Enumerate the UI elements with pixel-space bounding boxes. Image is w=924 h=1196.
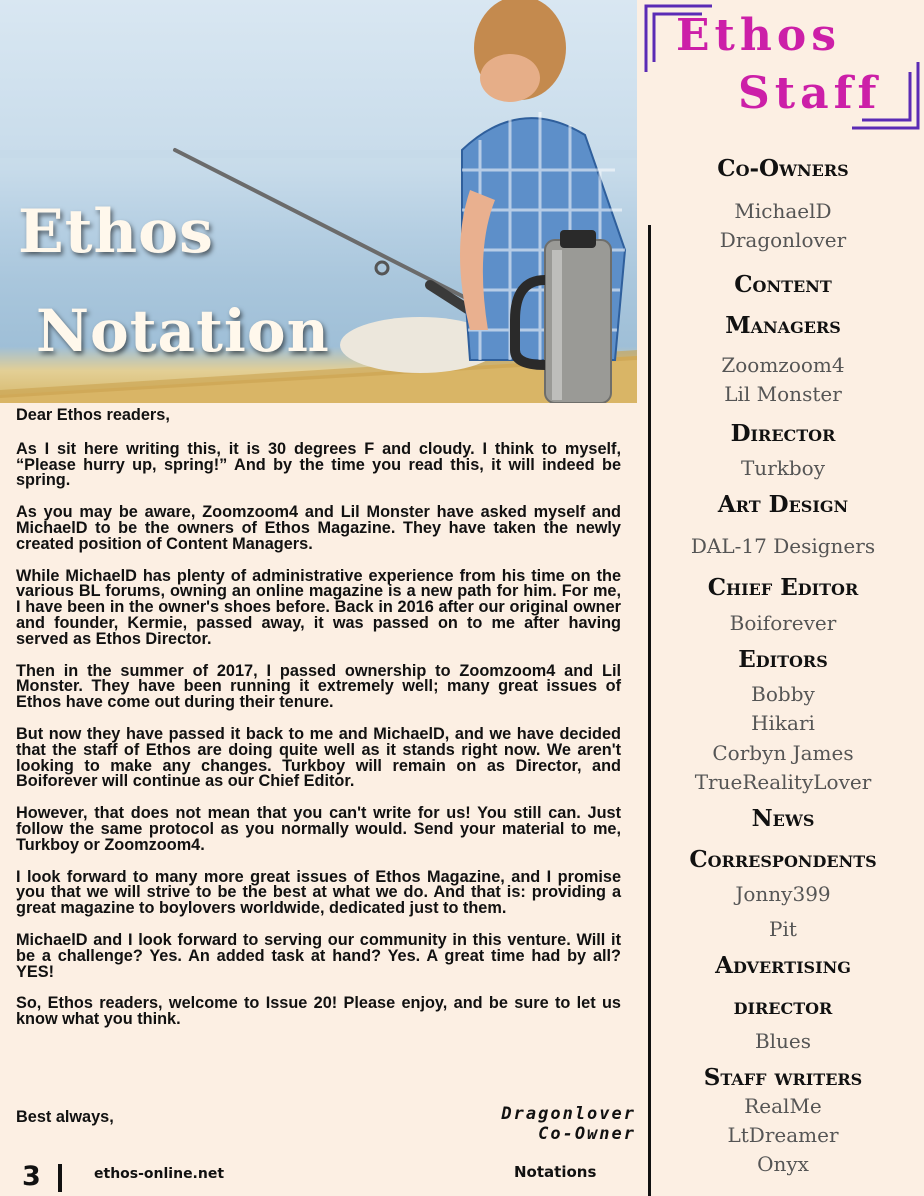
hero-title-line1: Ethos: [18, 197, 214, 267]
staff-name: Blues: [754, 1029, 812, 1053]
heading-news-1: News: [751, 805, 815, 832]
site-url[interactable]: ethos-online.net: [94, 1166, 225, 1182]
letter-paragraph: So, Ethos readers, welcome to Issue 20! Please enjoy, and be sure to let us know what you think.: [16, 994, 621, 1029]
staff-name: LtDreamer: [727, 1123, 839, 1147]
staff-name: Hikari: [751, 711, 815, 735]
staff-name: Dragonlover: [719, 228, 847, 252]
editor-letter: [16, 408, 621, 1044]
heading-content-managers-1: Content: [734, 271, 832, 298]
column-divider: [648, 225, 651, 1196]
letter-paragraph: As I sit here writing this, it is 30 degrees F and cloudy. I think to myself, “Please hurry up, spring!” And by the time you read this, it will indeed be spring.: [16, 439, 621, 490]
heading-news-2: Correspondents: [689, 846, 877, 873]
heading-advertising-2: director: [733, 993, 833, 1020]
signature-name: Dragonlover: [501, 1104, 636, 1124]
page-number: 3: [22, 1161, 41, 1192]
staff-name: Onyx: [757, 1152, 809, 1176]
signature-role: Co-Owner: [538, 1124, 636, 1144]
staff-name: Lil Monster: [724, 382, 842, 406]
section-name: Notations: [514, 1163, 597, 1181]
staff-name: Pit: [769, 917, 797, 941]
staff-name: Corbyn James: [712, 741, 854, 765]
staff-name: Jonny399: [735, 882, 831, 906]
staff-name: Bobby: [751, 682, 815, 706]
letter-paragraph: MichaelD and I look forward to serving our community in this venture. Will it be a challenge? Yes. An added task at hand? Yes. A great time had by all? YES!: [16, 930, 621, 981]
heading-co-owners: Co-Owners: [717, 155, 849, 182]
staff-name: MichaelD: [734, 199, 832, 223]
hero-photo: [0, 0, 637, 403]
staff-name: DAL-17 Designers: [690, 534, 876, 558]
letter-paragraph: As you may be aware, Zoomzoom4 and Lil Monster have asked myself and MichaelD to be the owners of Ethos Magazine. They have taken the newly created position of Content Managers.: [16, 503, 621, 553]
letter-paragraph: However, that does not mean that you can't write for us! You still can. Just follow the same protocol as you normally would. Send your material to me, Turkboy or Zoomzoom4.: [16, 804, 621, 854]
signature: [501, 1104, 636, 1144]
heading-advertising-1: Advertising: [715, 952, 851, 979]
heading-director: Director: [730, 420, 836, 447]
staff-title-line2: Staff: [738, 68, 882, 119]
letter-greeting: Dear Ethos readers,: [16, 406, 170, 424]
hero-title-line2: Notation: [36, 297, 330, 365]
fishing-rod: [175, 150, 470, 300]
heading-art-design: Art Design: [717, 491, 849, 518]
heading-editors: Editors: [738, 646, 828, 673]
heading-staff-writers: Staff writers: [703, 1064, 863, 1091]
letter-closing: Best always,: [16, 1108, 114, 1126]
letter-paragraph: While MichaelD has plenty of administrative experience from his time on the various BL forums, owning an online magazine is a new path for him. For me, I have been in the owner's shoes before. Back in 2016 after our original owner and founder, Kermie, passed away, it was passed on to me after having served as Ethos Director.: [16, 566, 621, 648]
page-number-divider: [58, 1164, 62, 1192]
letter-paragraph: Then in the summer of 2017, I passed ownership to Zoomzoom4 and Lil Monster. They have been running it extremely well; many great issues of Ethos have come out during their tenure.: [16, 661, 621, 712]
heading-content-managers-2: Managers: [725, 312, 841, 339]
staff-name: RealMe: [744, 1094, 822, 1118]
staff-name: Zoomzoom4: [721, 353, 845, 377]
staff-name: Boiforever: [729, 611, 837, 635]
letter-paragraph: I look forward to many more great issues of Ethos Magazine, and I promise you that we will strive to be the best at what we do. And that is: providing a great magazine to boylovers worldwide, dedicated just to them.: [16, 867, 621, 918]
staff-name: TrueRealityLover: [694, 770, 872, 794]
heading-chief-editor: Chief Editor: [707, 574, 859, 601]
staff-name: Turkboy: [740, 456, 826, 480]
letter-paragraph: But now they have passed it back to me and MichaelD, and we have decided that the staff of Ethos are doing quite well as it stands right now. We aren't looking to make any changes. Turkboy will remain on as Director, and Boiforever will continue as our Chief Editor.: [16, 724, 621, 791]
staff-title-line1: Ethos: [676, 10, 841, 61]
